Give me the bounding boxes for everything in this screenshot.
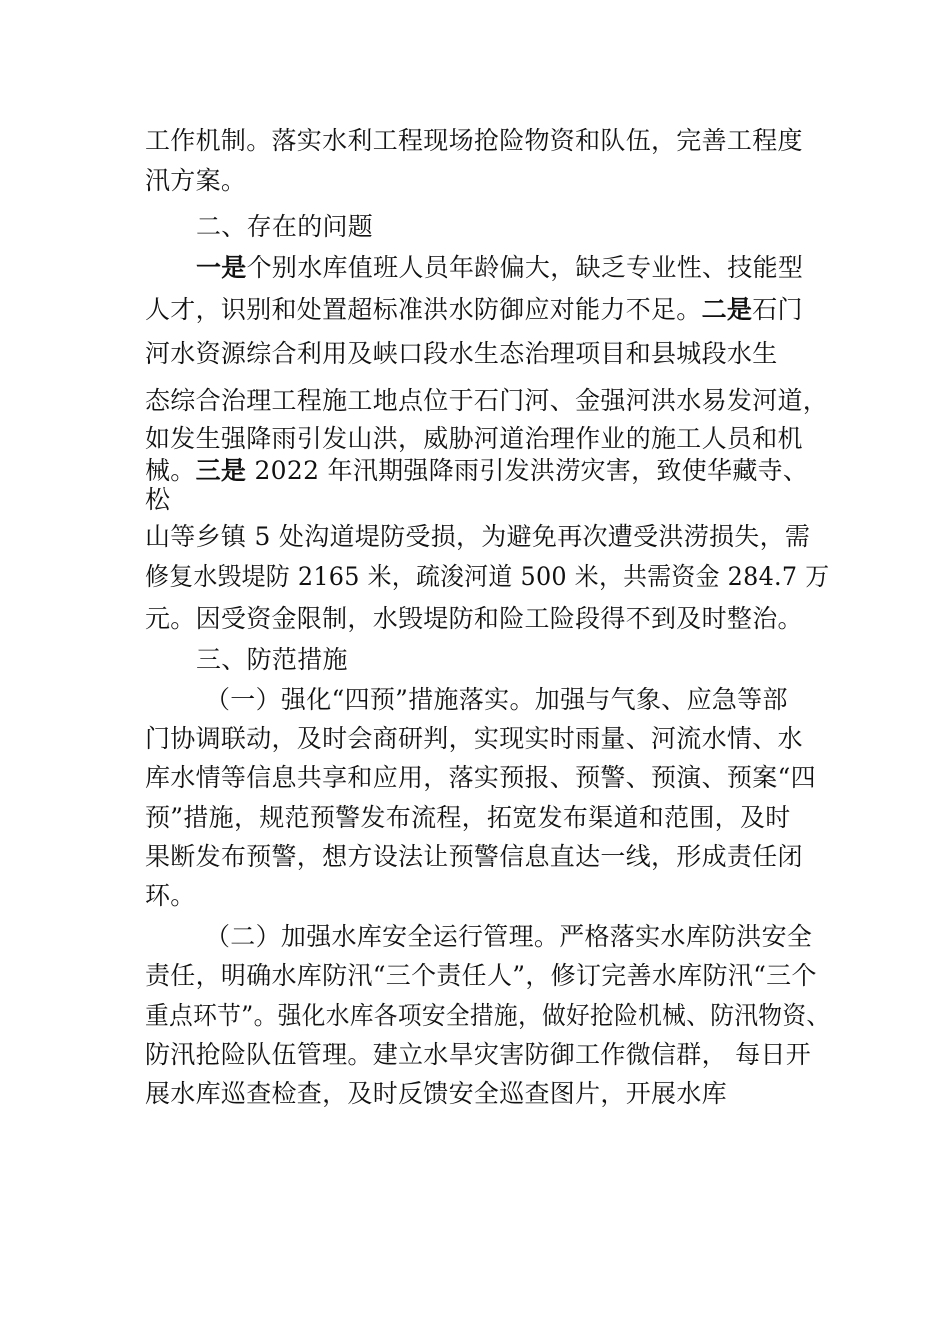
paragraph-line: 元。因受资金限制，水毁堤防和险工险段得不到及时整治。 bbox=[145, 604, 803, 633]
paragraph-line: 展水库巡查检查，及时反馈安全巡查图片，开展水库 bbox=[145, 1079, 727, 1108]
paragraph-line: 如发生强降雨引发山洪，威胁河道治理作业的施工人员和机 bbox=[145, 424, 803, 453]
paragraph-line: （二）加强水库安全运行管理。严格落实水库防洪安全 bbox=[205, 922, 813, 951]
paragraph-line: 果断发布预警，想方设法让预警信息直达一线，形成责任闭 bbox=[145, 842, 803, 871]
paragraph-line: （一）强化“四预”措施落实。加强与气象、应急等部 bbox=[205, 685, 788, 714]
paragraph-line: 人才，识别和处置超标准洪水防御应对能力不足。二是石门 bbox=[145, 295, 803, 324]
paragraph-line: 山等乡镇 5 处沟道堤防受损，为避免再次遭受洪涝损失，需 bbox=[145, 522, 811, 551]
paragraph-line: 门协调联动，及时会商研判，实现实时雨量、河流水情、水 bbox=[145, 724, 803, 753]
paragraph-line: 松 bbox=[145, 485, 171, 514]
paragraph-line: 河水资源综合利用及峡口段水生态治理项目和县城段水生 bbox=[145, 339, 778, 368]
paragraph-line: 工作机制。落实水利工程现场抢险物资和队伍，完善工程度 bbox=[145, 126, 803, 155]
section-heading: 三、防范措施 bbox=[196, 645, 348, 674]
bold-marker: 一是 bbox=[196, 253, 247, 282]
paragraph-line: 预”措施，规范预警发布流程，拓宽发布渠道和范围，及时 bbox=[145, 803, 791, 832]
paragraph-line: 重点环节”。强化水库各项安全措施，做好抢险机械、防汛物资、 bbox=[145, 1001, 831, 1030]
paragraph-line: 防汛抢险队伍管理。建立水旱灾害防御工作微信群， 每日开 bbox=[145, 1040, 812, 1069]
paragraph-line: 环。 bbox=[145, 881, 196, 910]
paragraph-line: 责任，明确水库防汛“三个责任人”，修订完善水库防汛“三个 bbox=[145, 961, 817, 990]
paragraph-line: 库水情等信息共享和应用，落实预报、预警、预演、预案“四 bbox=[145, 763, 816, 792]
paragraph-line: 修复水毁堤防 2165 米，疏浚河道 500 米，共需资金 284.7 万 bbox=[145, 562, 830, 591]
section-heading: 二、存在的问题 bbox=[196, 212, 374, 241]
paragraph-line: 一是个别水库值班人员年龄偏大，缺乏专业性、技能型 bbox=[196, 253, 804, 282]
bold-marker: 二是 bbox=[701, 295, 753, 324]
paragraph-line: 械。三是 2022 年汛期强降雨引发洪涝灾害，致使华藏寺、 bbox=[145, 456, 809, 485]
bold-marker: 三是 bbox=[195, 456, 247, 485]
paragraph-line: 态综合治理工程施工地点位于石门河、金强河洪水易发河道， bbox=[145, 386, 829, 415]
paragraph-line: 汛方案。 bbox=[145, 166, 247, 195]
